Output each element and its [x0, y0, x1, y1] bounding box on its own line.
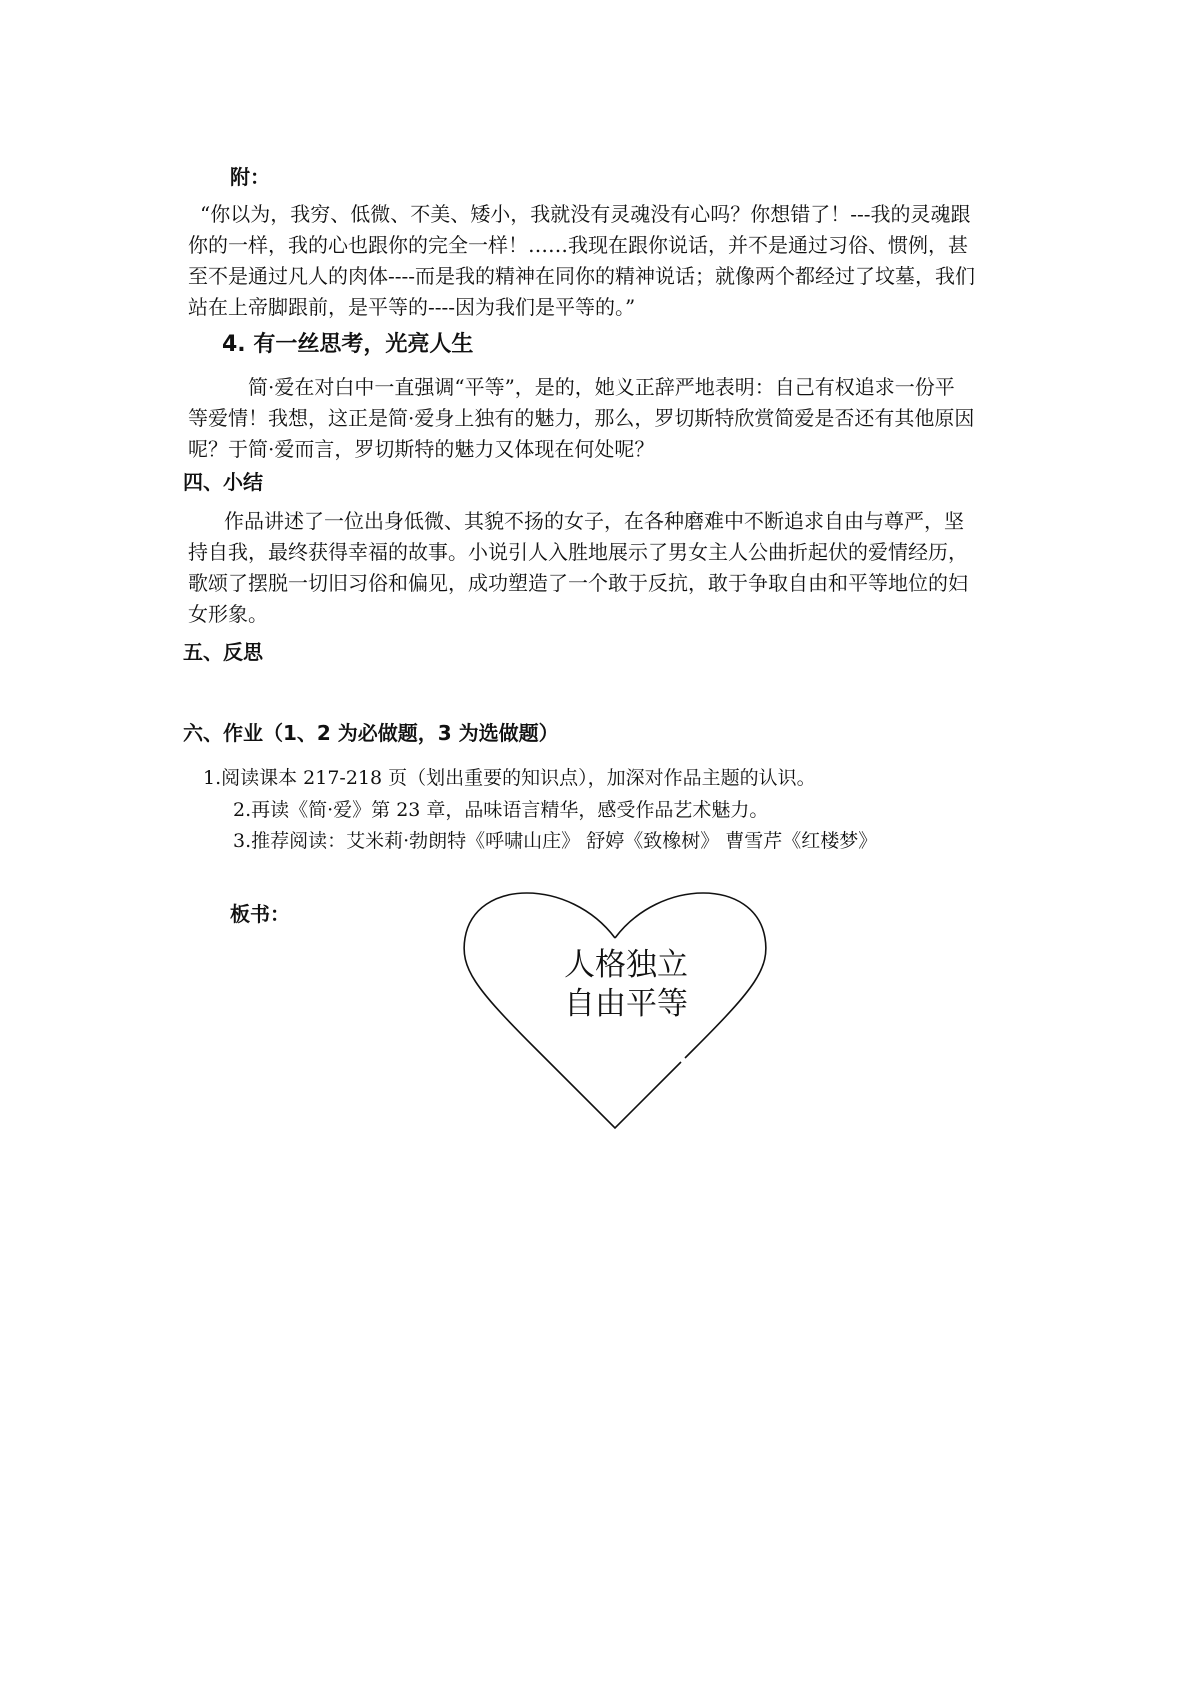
homework-title: 六、作业（1、2 为必做题，3 为选做题）: [183, 721, 559, 745]
summary-paragraph: [188, 506, 968, 630]
heart-text-line-1: 人格独立: [564, 947, 688, 983]
section4-paragraph: [188, 372, 974, 465]
paragraph-line: 女形象。: [188, 602, 268, 626]
paragraph-line: 呢？于简·爱而言，罗切斯特的魅力又体现在何处呢？: [188, 437, 655, 461]
heart-text-line-2: 自由平等: [564, 986, 688, 1022]
appendix-quote: [188, 199, 975, 323]
appendix-label: 附：: [230, 165, 270, 189]
paragraph-line: 等爱情！我想，这正是简·爱身上独有的魅力，那么，罗切斯特欣赏简爱是否还有其他原因: [188, 406, 975, 430]
homework-item-3: 3.推荐阅读：艾米莉·勃朗特《呼啸山庄》 舒婷《致橡树》 曹雪芹《红楼梦》: [233, 830, 878, 852]
quote-line: 至不是通过凡人的肉体----而是我的精神在同你的精神说话；就像两个都经过了坟墓，我们: [188, 264, 976, 288]
reflection-title: 五、反思: [183, 640, 263, 664]
paragraph-line: 作品讲述了一位出身低微、其貌不扬的女子，在各种磨难中不断追求自由与尊严，坚: [224, 509, 964, 533]
quote-line: 站在上帝脚跟前，是平等的----因为我们是平等的。”: [188, 295, 636, 319]
summary-title: 四、小结: [183, 470, 263, 494]
homework-item-1: 1.阅读课本 217-218 页（划出重要的知识点），加深对作品主题的认识。: [203, 767, 816, 789]
quote-line: 你的一样，我的心也跟你的完全一样！……我现在跟你说话，并不是通过习俗、惯例，甚: [188, 233, 968, 257]
paragraph-line: 持自我，最终获得幸福的故事。小说引人入胜地展示了男女主人公曲折起伏的爱情经历，: [188, 540, 968, 564]
paragraph-line: 歌颂了摆脱一切旧习俗和偏见，成功塑造了一个敢于反抗，敢于争取自由和平等地位的妇: [188, 571, 968, 595]
heart-diagram: [455, 888, 775, 1170]
homework-item-2: 2.再读《简·爱》第 23 章，品味语言精华，感受作品艺术魅力。: [233, 799, 769, 821]
section4-title: 4. 有一丝思考，光亮人生: [222, 332, 474, 357]
board-label: 板书：: [230, 902, 290, 926]
paragraph-line: 简·爱在对白中一直强调“平等”，是的，她义正辞严地表明：自己有权追求一份平: [248, 375, 955, 399]
quote-line: “你以为，我穷、低微、不美、矮小，我就没有灵魂没有心吗？你想错了！---我的灵魂跟: [200, 202, 971, 226]
